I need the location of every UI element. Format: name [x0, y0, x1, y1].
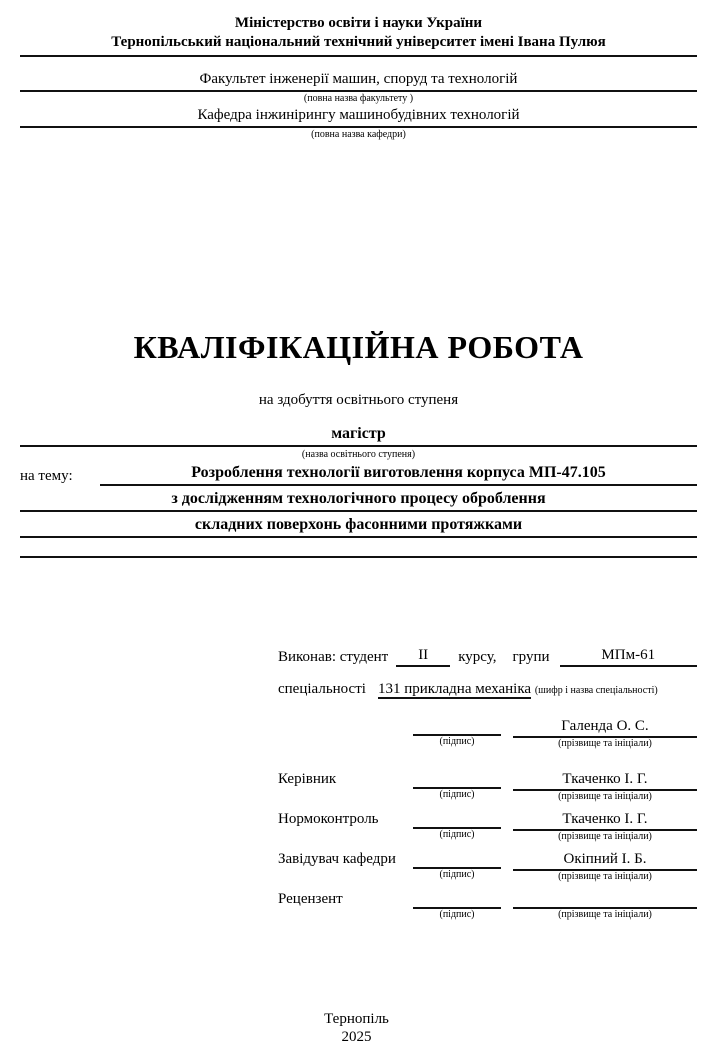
topic-row	[20, 463, 697, 486]
name-caption: (прізвище та ініціали)	[558, 871, 652, 882]
sig-row-supervisor	[278, 770, 697, 803]
topic-line-3: складних поверхонь фасонними протяжками	[20, 515, 697, 538]
signature-caption: (підпис)	[439, 909, 475, 920]
name-column	[513, 850, 697, 883]
name-caption: (прізвище та ініціали)	[558, 909, 652, 920]
name-column	[513, 890, 697, 921]
signature-caption: (підпис)	[439, 789, 475, 800]
signature-caption: (підпис)	[439, 829, 475, 840]
signature-caption: (підпис)	[439, 869, 475, 880]
name-line: Ткаченко І. Г.	[513, 810, 697, 831]
signature-column	[413, 770, 501, 801]
signature-caption: (підпис)	[439, 736, 475, 747]
degree-pursuit-line: на здобуття освітнього ступеня	[258, 392, 459, 408]
faculty-line: Факультет інженерії машин, споруд та технологій	[20, 70, 697, 92]
name-caption: (прізвище та ініціали)	[558, 791, 652, 802]
name-column	[513, 770, 697, 803]
ministry-line: Міністерство освіти і науки України	[234, 15, 483, 31]
faculty-caption: (повна назва факультету )	[303, 93, 414, 104]
degree-caption: (назва освітнього ступеня)	[301, 449, 416, 460]
name-line: Галенда О. С.	[513, 717, 697, 738]
specialty-value-field: 131 прикладна механіка	[377, 681, 532, 697]
group-label: групи	[512, 649, 550, 665]
name-column	[513, 717, 697, 750]
specialty-label: спеціальності	[278, 681, 366, 697]
topic-blank-line	[20, 550, 697, 558]
degree-value: магістр	[20, 425, 697, 447]
performed-by-label: Виконав: студент	[278, 649, 389, 665]
sig-role-label: Нормоконтроль	[278, 811, 379, 827]
document-header	[20, 14, 697, 141]
student-course-row	[278, 645, 697, 667]
signature-line	[413, 850, 501, 869]
specialty-field-column	[378, 679, 697, 699]
course-value-field: ІІ	[396, 645, 450, 667]
signature-column	[413, 810, 501, 841]
signature-line	[413, 810, 501, 829]
name-caption: (прізвище та ініціали)	[558, 831, 652, 842]
signature-column	[413, 717, 501, 748]
footer-year: 2025	[341, 1029, 372, 1045]
group-value-field: МПм-61	[560, 645, 698, 667]
sig-role-label: Рецензент	[278, 891, 343, 907]
footer-city: Тернопіль	[324, 1011, 389, 1027]
university-line: Тернопільський національний технічний університет імені Івана Пулюя	[20, 33, 697, 57]
signature-line	[413, 890, 501, 909]
name-line: Окіпний І. Б.	[513, 850, 697, 871]
signature-column	[413, 850, 501, 881]
page-title: КВАЛІФІКАЦІЙНА РОБОТА	[133, 329, 584, 365]
course-label: курсу,	[458, 649, 497, 665]
department-line: Кафедра інжинірингу машинобудівних технологій	[20, 106, 697, 128]
executor-block	[278, 645, 697, 921]
department-caption: (повна назва кафедри)	[311, 129, 406, 140]
specialty-row	[278, 679, 697, 699]
sig-row-head-of-department	[278, 850, 697, 883]
name-line	[513, 890, 697, 909]
sig-row-executor	[278, 717, 697, 750]
sig-row-reviewer	[278, 890, 697, 921]
name-column	[513, 810, 697, 843]
name-line: Ткаченко І. Г.	[513, 770, 697, 791]
sig-role-label: Керівник	[278, 771, 337, 787]
topic-line-2: з дослідженням технологічного процесу оброблення	[20, 489, 697, 512]
topic-label: на тему:	[20, 468, 73, 484]
sig-role-label: Завідувач кафедри	[278, 851, 396, 867]
signature-column	[413, 890, 501, 921]
signature-line	[413, 770, 501, 789]
name-caption: (прізвище та ініціали)	[558, 738, 652, 749]
signature-rows	[278, 717, 697, 921]
footer-city-year	[0, 1010, 713, 1046]
sig-row-normcontrol	[278, 810, 697, 843]
signature-line	[413, 717, 501, 736]
specialty-caption: (шифр і назва спеціальності)	[534, 685, 658, 696]
topic-line-1: Розроблення технології виготовлення корпуса МП-47.105	[100, 463, 697, 486]
